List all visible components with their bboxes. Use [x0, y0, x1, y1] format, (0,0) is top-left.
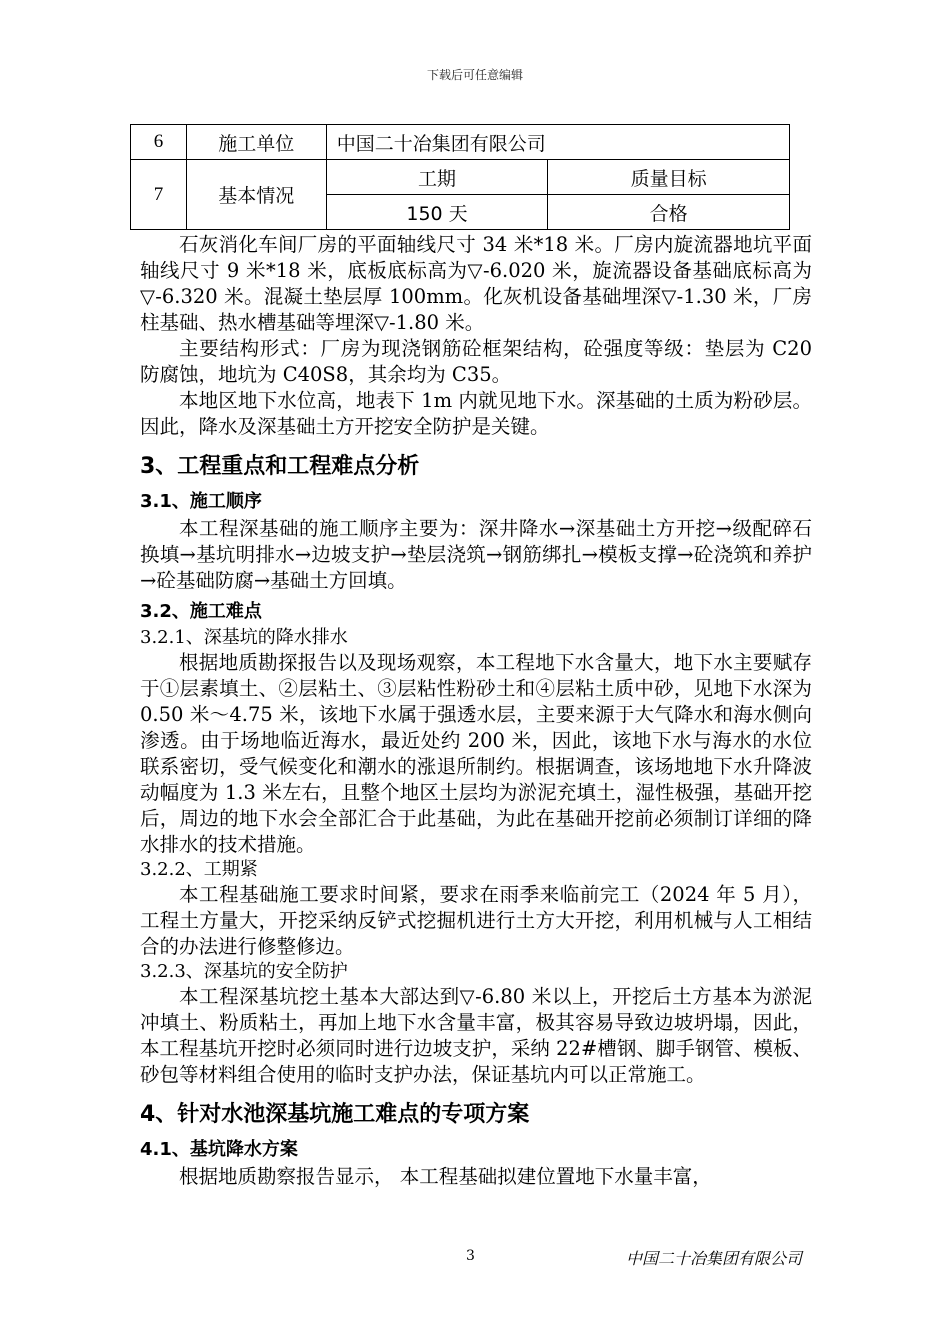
cell-value: 合格 [548, 195, 790, 230]
paragraph: 主要结构形式：厂房为现浇钢筋砼框架结构，砼强度等级：垫层为 C20 防腐蚀，地坑为 C40S8，其余均为 C35。 [140, 337, 812, 386]
page-number: 3 [466, 1248, 475, 1264]
footer-company: 中国二十冶集团有限公司 [626, 1249, 803, 1268]
cell-value: 150 天 [326, 195, 548, 230]
paragraph: 根据地质勘察报告显示， 本工程基础拟建位置地下水量丰富， [179, 1165, 712, 1188]
paragraph: 石灰消化车间厂房的平面轴线尺寸 34 米*18 米。厂房内旋流器地坑平面轴线尺寸 9 米*18 米，底板底标高为▽-6.020 米，旋流器设备基础底标高为▽-6.320 米。混凝土垫层厚 100mm。化灰机设备基础埋深▽-1.30 米，厂房柱基础、热水槽基础等埋深▽-1.80 米。 [140, 233, 812, 334]
page-header: 下载后可任意编辑 [426, 68, 523, 82]
section-heading: 3、工程重点和工程难点分析 [140, 454, 420, 479]
paragraph: 本地区地下水位高，地表下 1m 内就见地下水。深基础的土质为粉砂层。因此，降水及深基础土方开挖安全防护是关键。 [140, 389, 812, 438]
row-label: 施工单位 [186, 125, 326, 160]
document-body [140, 232, 812, 1190]
paragraph: 本工程深基坑挖土基本大部达到▽-6.80 米以上，开挖后土方基本为淤泥冲填土、粉质粘土，再加上地下水含量丰富，极其容易导致边坡坍塌，因此，本工程基坑开挖时必须同时进行边坡支护，采纳 22#槽钢、脚手钢管、模板、砂包等材料组合使用的临时支护办法，保证基坑内可以正常施工。 [140, 985, 812, 1086]
section-heading: 4、针对水池深基坑施工难点的专项方案 [140, 1102, 530, 1127]
subsection-heading: 4.1、基坑降水方案 [140, 1139, 298, 1160]
row-label: 基本情况 [186, 160, 326, 230]
column-header: 质量目标 [548, 160, 790, 195]
column-header: 工期 [326, 160, 548, 195]
table-row [131, 125, 790, 160]
paragraph: 根据地质勘探报告以及现场观察，本工程地下水含量大，地下水主要赋存于①层素填土、②层粘土、③层粘性粉砂土和④层粘土质中砂，见地下水深为 0.50 米～4.75 米，该地下水属于强透水层，主要来源于大气降水和海水侧向渗透。由于场地临近海水，最近处约 200 米，因此，该地下水与海水的水位联系密切，受气候变化和潮水的涨退所制约。根据调查，该场地地下水升降波动幅度为 1.3 米左右，且整个地区土层均为淤泥充填土，湿性极强，基础开挖后，周边的地下水会全部汇合于此基础，为此在基础开挖前必须制订详细的降水排水的技术措施。 [140, 651, 812, 856]
row-number: 6 [131, 125, 187, 160]
sub-subsection-heading: 3.2.2、工期紧 [140, 859, 258, 880]
paragraph: 本工程基础施工要求时间紧，要求在雨季来临前完工（2024 年 5 月），工程土方量大，开挖采纳反铲式挖掘机进行土方大开挖，利用机械与人工相结合的办法进行修整修边。 [140, 883, 812, 958]
table-row [131, 160, 790, 195]
info-table [130, 124, 790, 230]
row-number: 7 [131, 160, 187, 230]
row-value: 中国二十冶集团有限公司 [326, 125, 789, 160]
sub-subsection-heading: 3.2.3、深基坑的安全防护 [140, 961, 348, 982]
sub-subsection-heading: 3.2.1、深基坑的降水排水 [140, 627, 348, 648]
paragraph: 本工程深基础的施工顺序主要为：深井降水→深基础土方开挖→级配碎石换填→基坑明排水→边坡支护→垫层浇筑→钢筋绑扎→模板支撑→砼浇筑和养护→砼基础防腐→基础土方回填。 [140, 517, 812, 592]
subsection-heading: 3.1、施工顺序 [140, 491, 262, 512]
subsection-heading: 3.2、施工难点 [140, 601, 262, 622]
